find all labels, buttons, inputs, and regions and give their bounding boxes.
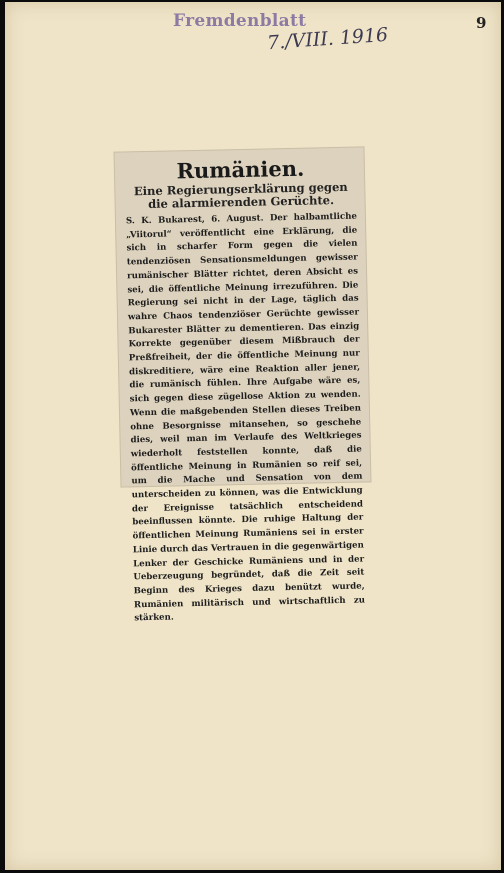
article-headline: Rumänien. <box>176 155 305 184</box>
newspaper-clipping <box>115 147 371 624</box>
archive-page <box>5 2 501 870</box>
article-subheadline: Eine Regierungserklärung gegen die alarmierenden Gerüchte. <box>133 179 348 211</box>
page-number: 9 <box>476 14 487 32</box>
newspaper-stamp: Fremdenblatt <box>173 11 307 31</box>
article-body: S. K. Bukarest, 6. August. Der halbamtliche „Viitorul“ veröffentlicht eine Erklärung, die sich in scharfer Form gegen die vielen tendenziösen Sensationsmeldungen gewisser rumänischer Blätter richtet, deren Absicht es sei, die öffentliche Meinung irrezuführen. Die Regierung sei nicht in der Lage, täglich das wahre Chaos tendenziöser Gerüchte gewisser Bukarester Blätter zu dementieren. Das einzig Korrekte gegenüber diesem Mißbrauch der Preßfreiheit, der die öffentliche Meinung nur diskreditiere, wäre eine Reaktion aller jener, die rumänisch fühlen. Ihre Aufgabe wäre es, sich gegen diese zügellose Aktion zu wenden. Wenn die maßgebenden Stellen dieses Treiben ohne Besorgnisse mitansehen, so geschehe dies, weil man im Verlaufe des Weltkrieges wiederholt feststellen konnte, daß die öffentliche Meinung in Rumänien so reif sei, um die Mache und Sensation von dem unterscheiden zu können, was die Entwicklung der Ereignisse tatsächlich entscheidend beeinflussen könnte. Die ruhige Haltung der öffentlichen Meinung Rumäniens sei in erster Linie durch das Vertrauen in die gegenwärtigen Lenker der Geschicke Rumäniens und in der Ueberzeugung begründet, daß die Zeit seit Beginn des Krieges dazu benützt wurde, Rumänien militärisch und wirtschaftlich zu stärken. <box>125 211 366 624</box>
handwritten-date: 7./VIII. 1916 <box>266 23 389 55</box>
